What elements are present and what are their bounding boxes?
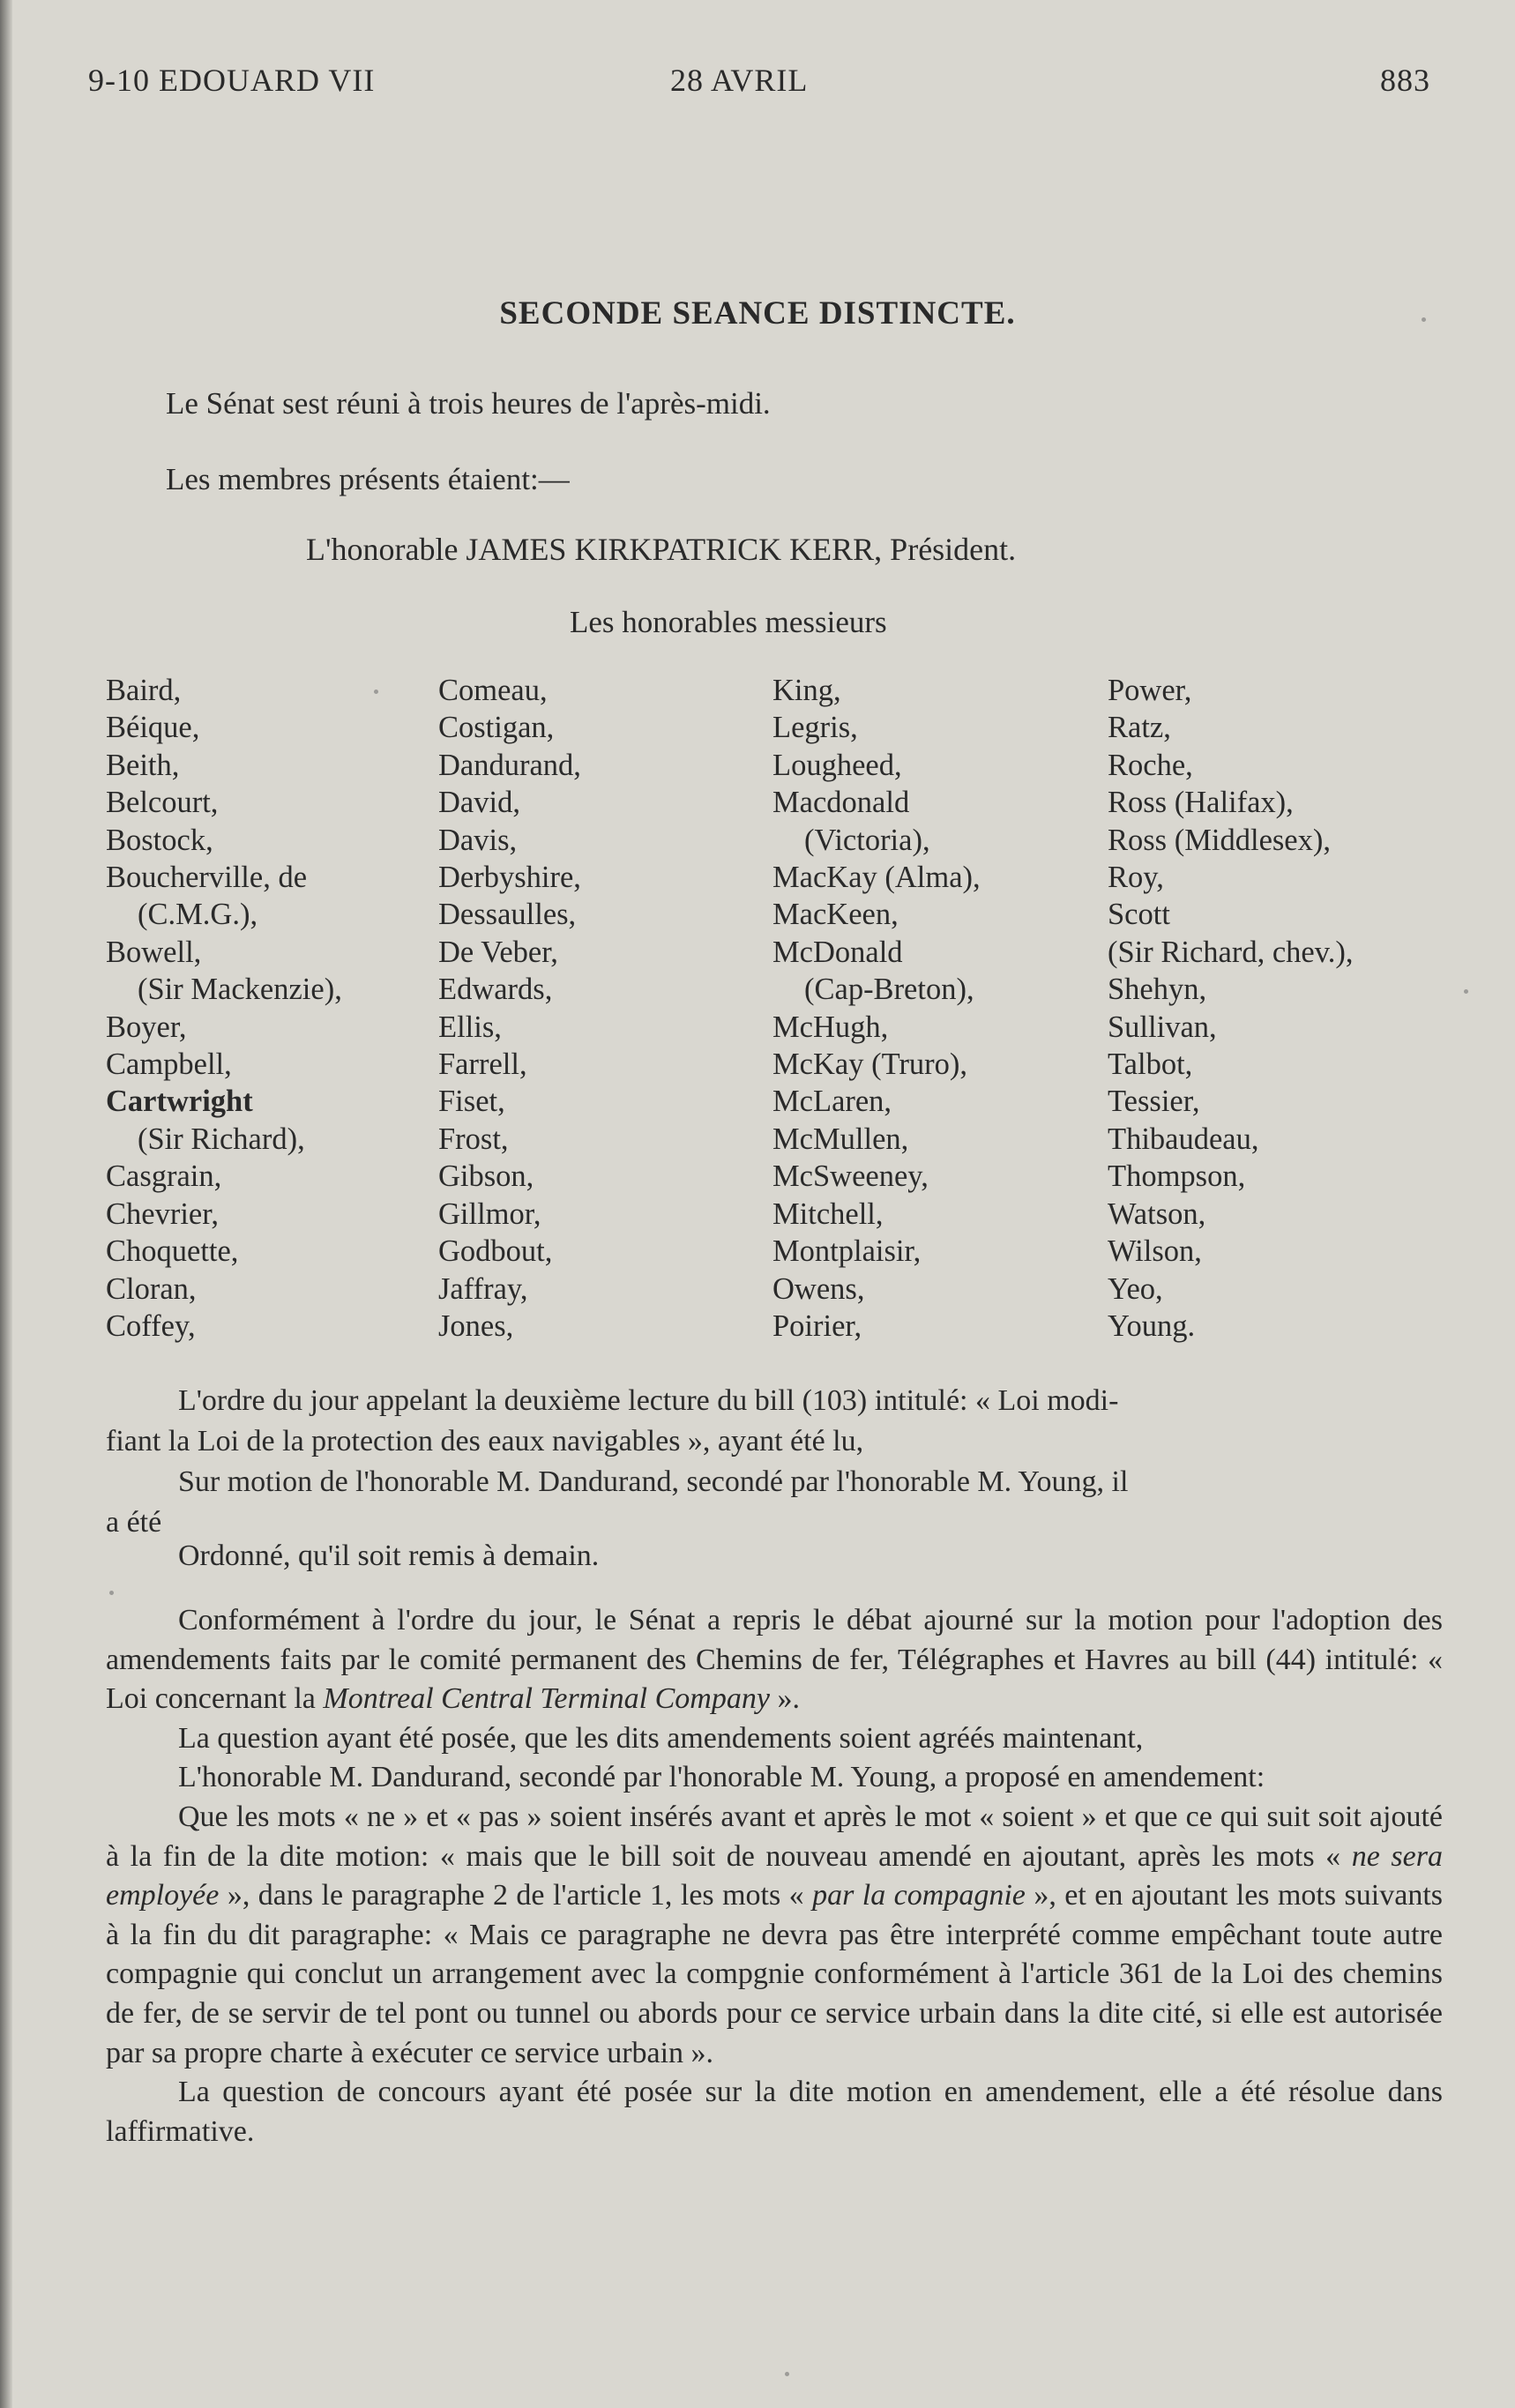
ordered-line: Ordonné, qu'il soit remis à demain. xyxy=(178,1539,600,1572)
amendment-intro-paragraph: L'honorable M. Dandurand, secondé par l'honorable M. Young, a proposé en amendement: xyxy=(178,1761,1265,1794)
member-name: Chevrier, xyxy=(106,1197,219,1231)
print-speck xyxy=(109,1591,114,1595)
member-name: Mitchell, xyxy=(772,1197,884,1231)
print-speck xyxy=(1422,317,1426,322)
member-name: King, xyxy=(772,674,841,707)
member-name: Bowell, xyxy=(106,935,202,969)
member-name: Scott xyxy=(1108,898,1170,932)
amendment-text-paragraph xyxy=(106,1798,1443,2073)
member-name: MacKay (Alma), xyxy=(772,861,981,895)
motion-line-2: a été xyxy=(106,1506,162,1539)
member-name: Tessier, xyxy=(1108,1085,1200,1119)
members-present-line: Les membres présents étaient:— xyxy=(166,462,570,496)
debate-text-end: ». xyxy=(769,1682,800,1716)
member-name: (Sir Mackenzie), xyxy=(138,973,342,1007)
member-name: Fiset, xyxy=(438,1085,505,1119)
member-name: Frost, xyxy=(438,1122,509,1156)
members-column-3 xyxy=(772,672,981,1345)
print-speck xyxy=(1464,989,1468,994)
member-name: Ellis, xyxy=(438,1010,502,1044)
member-name: Dessaulles, xyxy=(438,898,577,932)
member-name: McHugh, xyxy=(772,1010,889,1044)
member-name: Farrell, xyxy=(438,1047,527,1082)
member-name: Gibson, xyxy=(438,1159,534,1194)
member-name: David, xyxy=(438,786,520,820)
page-edge xyxy=(0,0,12,2408)
member-name: Godbout, xyxy=(438,1234,553,1269)
intro-line: Le Sénat sest réuni à trois heures de l'après-midi. xyxy=(166,386,771,421)
member-name: Belcourt, xyxy=(106,786,219,820)
member-name: Yeo, xyxy=(1108,1271,1163,1306)
member-name: Coffey, xyxy=(106,1308,196,1343)
session-title: SECONDE SEANCE DISTINCTE. xyxy=(499,295,1016,332)
debate-paragraph xyxy=(106,1601,1443,1719)
debate-section xyxy=(106,1601,1443,2151)
member-name: Ross (Middlesex), xyxy=(1108,823,1331,857)
print-speck xyxy=(785,2372,789,2376)
member-name: (Victoria), xyxy=(804,823,930,857)
member-name: Lougheed, xyxy=(772,748,902,782)
member-name: Talbot, xyxy=(1108,1047,1193,1082)
member-name: Casgrain, xyxy=(106,1159,222,1194)
member-name: Costigan, xyxy=(438,711,555,745)
member-name: MacKeen, xyxy=(772,898,899,932)
header-date: 28 AVRIL xyxy=(670,63,809,98)
member-name: Macdonald xyxy=(772,786,910,820)
member-name: Watson, xyxy=(1108,1197,1206,1231)
print-speck xyxy=(374,690,378,694)
member-name: Ratz, xyxy=(1108,711,1171,745)
amendment-text: Que les mots « ne » et « pas » soient insérés avant et après le mot « soient » et que ce qui suit soit ajouté à la fin de la dite motion: « mais que le bill soit de nouveau amendé en ajoutant, après les mots « xyxy=(106,1800,1443,1873)
member-name: Legris, xyxy=(772,711,858,745)
member-name: Ross (Halifax), xyxy=(1108,786,1294,820)
member-name: Thompson, xyxy=(1108,1159,1246,1194)
member-name: Jaffray, xyxy=(438,1271,528,1306)
company-name: Montreal Central Terminal Company xyxy=(323,1682,770,1716)
member-name: De Veber, xyxy=(438,935,558,969)
president-line: L'honorable JAMES KIRKPATRICK KERR, Président. xyxy=(306,532,1017,567)
members-column-4 xyxy=(1108,672,1353,1345)
page-number: 883 xyxy=(1380,63,1430,98)
member-name: (C.M.G.), xyxy=(138,898,258,932)
amendment-quote: par la compagnie xyxy=(812,1879,1026,1912)
member-name: Poirier, xyxy=(772,1308,862,1343)
member-name: Montplaisir, xyxy=(772,1234,922,1269)
member-name: Power, xyxy=(1108,674,1192,707)
member-name: (Cap-Breton), xyxy=(804,973,974,1007)
member-name: Campbell, xyxy=(106,1047,232,1082)
header-session: 9-10 EDOUARD VII xyxy=(88,63,376,98)
member-name: Owens, xyxy=(772,1271,865,1306)
member-name: Cartwright xyxy=(106,1085,253,1119)
motion-line-1: Sur motion de l'honorable M. Dandurand, secondé par l'honorable M. Young, il xyxy=(178,1465,1129,1498)
member-name: Cloran, xyxy=(106,1271,197,1306)
member-name: Boyer, xyxy=(106,1010,187,1044)
member-name: Roche, xyxy=(1108,748,1193,782)
member-name: Beith, xyxy=(106,748,180,782)
member-name: Wilson, xyxy=(1108,1234,1202,1269)
member-name: Shehyn, xyxy=(1108,973,1207,1007)
member-name: Young. xyxy=(1108,1308,1196,1343)
member-name: McDonald xyxy=(772,935,903,969)
members-column-1 xyxy=(106,672,342,1345)
member-name: McKay (Truro), xyxy=(772,1047,968,1082)
member-name: Dandurand, xyxy=(438,748,581,782)
order-of-day-line-2: fiant la Loi de la protection des eaux navigables », ayant été lu, xyxy=(106,1425,864,1457)
member-name: Boucherville, de xyxy=(106,861,308,895)
member-name: Bostock, xyxy=(106,823,213,857)
member-name: McLaren, xyxy=(772,1085,892,1119)
member-name: Davis, xyxy=(438,823,518,857)
member-name: McMullen, xyxy=(772,1122,909,1156)
order-of-day-line-1: L'ordre du jour appelant la deuxième lecture du bill (103) intitulé: « Loi modi- xyxy=(178,1384,1119,1417)
resolution-paragraph: La question de concours ayant été posée sur la dite motion en amendement, elle a été résolue dans laffirmative. xyxy=(106,2076,1443,2148)
question-paragraph: La question ayant été posée, que les dits amendements soient agréés maintenant, xyxy=(178,1721,1144,1755)
members-column-2 xyxy=(438,672,581,1345)
member-name: Comeau, xyxy=(438,674,548,707)
member-name: Edwards, xyxy=(438,973,553,1007)
member-name: Jones, xyxy=(438,1308,514,1343)
member-name: McSweeney, xyxy=(772,1159,929,1194)
amendment-text: », et en ajoutant les mots suivants à la fin du dit paragraphe: « Mais ce paragraphe ne devra pas être interprété comme empêchant toute autre compagnie qui conclut un arrangement avec la compgnie conformément à l'article 361 de la Loi des chemins de fer, de se servir de tel pont ou tunnel ou abords pour ce service urbain dans la dite cité, si elle est autorisée par sa propre charte à exécuter ce service urbain ». xyxy=(106,1879,1443,2069)
member-name: Choquette, xyxy=(106,1234,239,1269)
member-name: Roy, xyxy=(1108,861,1164,895)
honorables-heading: Les honorables messieurs xyxy=(570,605,887,639)
member-name: Baird, xyxy=(106,674,182,707)
member-name: Gillmor, xyxy=(438,1197,541,1231)
debate-text: Conformément à l'ordre du jour, le Sénat a repris le débat ajourné sur la motion pour l'adoption des amendements faits par le comité permanent des Chemins de fer, Télégraphes et Havres au bill (44) intitulé: « Loi concernant la xyxy=(106,1604,1443,1716)
member-name: Derbyshire, xyxy=(438,861,581,895)
member-name: Béique, xyxy=(106,711,200,745)
member-name: Thibaudeau, xyxy=(1108,1122,1259,1156)
member-name: Sullivan, xyxy=(1108,1010,1217,1044)
member-name: (Sir Richard, chev.), xyxy=(1108,935,1354,969)
member-name: (Sir Richard), xyxy=(138,1122,305,1156)
amendment-text: », dans le paragraphe 2 de l'article 1, les mots « xyxy=(219,1879,813,1912)
amendment-quote: ne sera employée xyxy=(106,1839,1443,1912)
